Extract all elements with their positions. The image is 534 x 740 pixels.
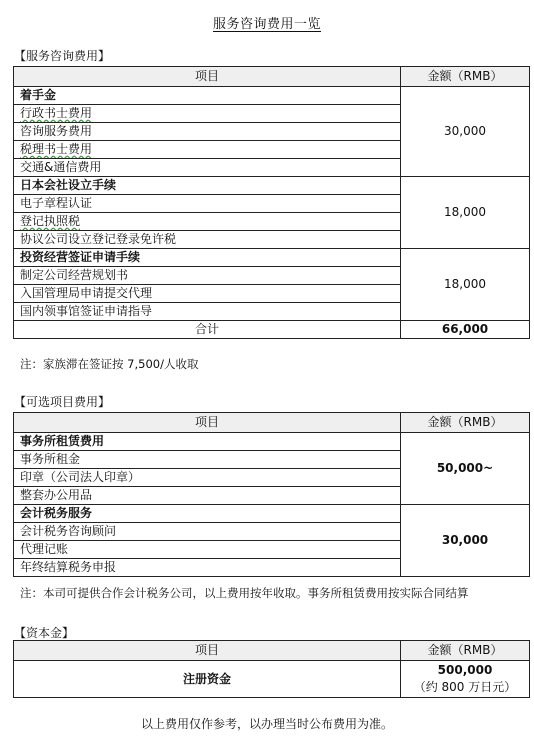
group-name: 着手金 — [14, 87, 401, 105]
item-label: 代理记账 — [14, 541, 401, 559]
item-label: 行政书士费用 — [14, 105, 401, 123]
table-header-row — [14, 413, 530, 433]
note-optional-services: 注：本司可提供合作会计税务公司，以上费用按年收取。事务所租赁费用按实际合同结算 — [20, 586, 469, 600]
service-fees-table — [13, 66, 530, 339]
item-label: 税理书士费用 — [14, 141, 401, 159]
item-label: 会计税务咨询顾问 — [14, 523, 401, 541]
group-name: 投资经营签证申请手续 — [14, 249, 401, 267]
table-header-row — [14, 641, 530, 661]
column-header-item: 项目 — [14, 67, 401, 87]
registered-capital-amount-cell — [401, 661, 530, 698]
table-row — [14, 661, 530, 698]
item-label: 交通&通信费用 — [14, 159, 401, 177]
item-label: 印章（公司法人印章） — [14, 469, 401, 487]
section-heading-service-fees: 【服务咨询费用】 — [14, 49, 111, 63]
column-header-item: 项目 — [14, 641, 401, 661]
column-header-amount: 金额（RMB） — [401, 413, 530, 433]
footer-disclaimer: 以上费用仅作参考，以办理当时公布费用为准。 — [140, 717, 393, 731]
group-amount: 18,000 — [401, 177, 530, 249]
optional-fees-table — [13, 412, 530, 577]
group-amount: 50,000~ — [401, 433, 530, 505]
group-amount: 30,000 — [401, 505, 530, 577]
total-row — [14, 321, 530, 339]
item-label: 国内领事馆签证申请指导 — [14, 303, 401, 321]
section-heading-optional-fees: 【可选项目费用】 — [14, 395, 111, 409]
total-label: 合计 — [14, 321, 401, 339]
item-label: 整套办公用品 — [14, 487, 401, 505]
item-label: 制定公司经营规划书 — [14, 267, 401, 285]
group-name: 事务所租赁费用 — [14, 433, 401, 451]
group-row — [14, 433, 530, 451]
section-heading-capital: 【资本金】 — [14, 626, 75, 640]
capital-table — [13, 640, 530, 698]
total-amount: 66,000 — [401, 321, 530, 339]
note-family-visa: 注：家族滞在签证按 7,500/人收取 — [20, 357, 199, 371]
group-row — [14, 505, 530, 523]
group-row — [14, 177, 530, 195]
column-header-amount: 金额（RMB） — [401, 67, 530, 87]
registered-capital-amount: 500,000 — [437, 663, 493, 677]
table-header-row — [14, 67, 530, 87]
item-label: 事务所租金 — [14, 451, 401, 469]
item-label: 咨询服务费用 — [14, 123, 401, 141]
page-title: 服务咨询费用一览 — [212, 17, 321, 32]
item-label: 入国管理局申请提交代理 — [14, 285, 401, 303]
group-row — [14, 87, 530, 105]
registered-capital-label: 注册资金 — [14, 661, 401, 698]
group-name: 日本会社设立手续 — [14, 177, 401, 195]
group-amount: 18,000 — [401, 249, 530, 321]
group-row — [14, 249, 530, 267]
group-amount: 30,000 — [401, 87, 530, 177]
item-label: 电子章程认证 — [14, 195, 401, 213]
item-label: 年终结算税务申报 — [14, 559, 401, 577]
item-label: 协议公司设立登记登录免许税 — [14, 231, 401, 249]
column-header-item: 项目 — [14, 413, 401, 433]
column-header-amount: 金额（RMB） — [401, 641, 530, 661]
registered-capital-jpy-note: （约 800 万日元） — [413, 680, 517, 694]
item-label: 登记执照税 — [14, 213, 401, 231]
group-name: 会计税务服务 — [14, 505, 401, 523]
